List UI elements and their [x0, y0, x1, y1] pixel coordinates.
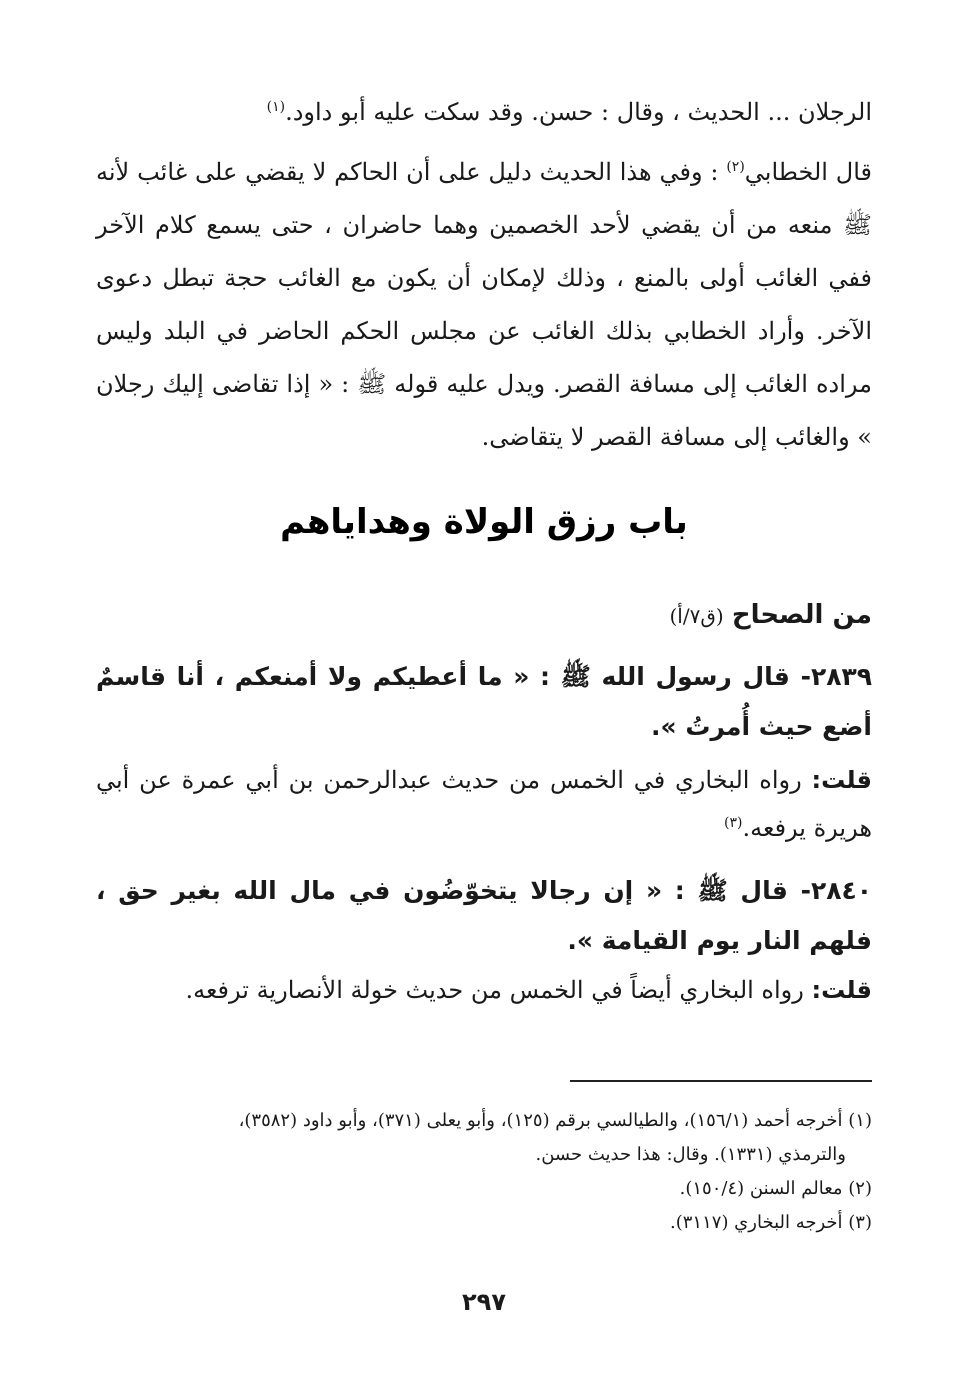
hadith-2839: ٢٨٣٩- قال رسول الله ﷺ : « ما أعطيكم ولا أمنعكم ، أنا قاسمٌ أضع حيث أُمرتُ ». [96, 662, 872, 741]
page-number: ٢٩٧ [462, 1288, 506, 1316]
source-ref: (ق٧/أ) [669, 604, 724, 628]
paragraph-opening [96, 86, 872, 139]
paragraph-khattabi [96, 146, 872, 464]
note-2840 [96, 966, 872, 1014]
footnote-marker-2[interactable]: (٢) [726, 159, 745, 175]
note-2839 [96, 756, 872, 852]
paragraph-opening-text: الرجلان ... الحديث ، وقال : حسن. وقد سكت عليه أبو داود. [285, 98, 872, 126]
note-text: رواه البخاري في الخمس من حديث عبدالرحمن بن أبي عمرة عن أبي هريرة يرفعه. [96, 766, 872, 842]
paragraph-khattabi-text: : وفي هذا الحديث دليل على أن الحاكم لا يقضي على غائب لأنه ﷺ منعه من أن يقضي لأحد الخصمين وهما حاضران ، حتى يسمع كلام الآخر ففي الغائب أولى بالمنع ، وذلك لإمكان أن يكون مع الغائب حجة تبطل دعوى الآخر. وأراد الخطابي بذلك الغائب عن مجلس الحكم الحاضر في البلد وليس مراده الغائب إلى مسافة القصر. ويدل عليه قوله ﷺ : « إذا تقاضى إليك رجلان » والغائب إلى مسافة القصر لا يتقاضى. [96, 158, 872, 451]
note-text: رواه البخاري أيضاً في الخمس من حديث خولة الأنصارية ترفعه. [185, 976, 812, 1004]
document-page [96, 0, 872, 1383]
note-label: قلت: [811, 766, 872, 794]
footnote-1-line-1: (١) أخرجه أحمد (١٥٦/١)، والطيالسي برقم (١٢٥)، وأبو يعلى (٣٧١)، وأبو داود (٣٥٨٢)، [238, 1110, 872, 1131]
footnote-3: (٣) أخرجه البخاري (٣١١٧). [670, 1212, 872, 1233]
note-label: قلت: [811, 976, 872, 1004]
source-label: من الصحاح [731, 600, 872, 630]
hadith-2840: ٢٨٤٠- قال ﷺ : « إن رجالا يتخوّضُون في مال الله بغير حق ، فلهم النار يوم القيامة ». [96, 876, 872, 955]
footnote-1-line-2: والترمذي (١٣٣١). وقال: هذا حديث حسن. [535, 1144, 846, 1165]
footnotes [96, 1104, 872, 1240]
footnote-marker-3[interactable]: (٣) [724, 815, 743, 831]
footnote-2: (٢) معالم السنن (١٥٠/٤). [679, 1178, 872, 1199]
footnote-marker-1[interactable]: (١) [266, 99, 286, 115]
section-title: باب رزق الولاة وهداياهم [280, 502, 688, 542]
source-heading [96, 600, 872, 630]
footnote-divider [570, 1080, 872, 1082]
paragraph-khattabi-start: قال الخطابي [744, 158, 872, 186]
